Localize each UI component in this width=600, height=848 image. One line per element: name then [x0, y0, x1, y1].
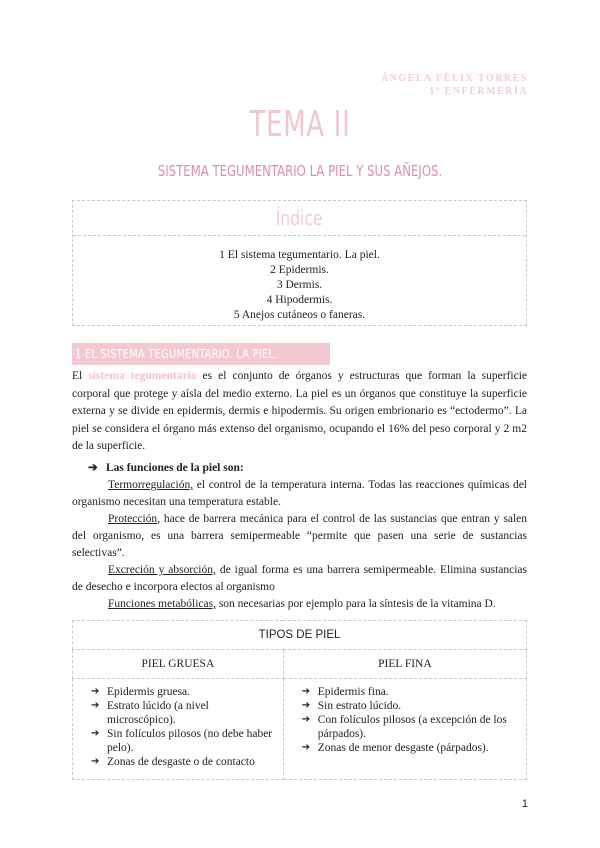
thin-skin-cell — [283, 679, 526, 780]
index-item: 5 Anejos cutáneos o faneras. — [233, 309, 366, 321]
thick-skin-list — [91, 685, 275, 769]
list-item: ➔ Epidermis gruesa. — [91, 685, 275, 699]
section-heading — [72, 343, 330, 365]
arrow-icon: ➔ — [88, 462, 98, 474]
list-item: ➔ Sin estrato lúcido. — [302, 699, 518, 713]
author-block — [381, 72, 528, 98]
function-item — [72, 511, 527, 562]
list-item: ➔ Sin folículos pilosos (no debe haber pelo). — [91, 727, 275, 755]
function-term: Protección — [108, 513, 158, 525]
function-text: , hace de barrera mecánica para el control de las sustancias que entran y salen del organismo, es una barrera semipermeable “permite que pasen una serie de sustancias selectivas”. — [72, 513, 527, 559]
function-item — [72, 477, 527, 511]
index-title-row — [73, 201, 526, 236]
index-box — [72, 200, 527, 326]
author-name: ÁNGELA FÉLIX TORRES — [380, 73, 528, 84]
index-item: 1 El sistema tegumentario. La piel. — [219, 249, 380, 261]
functions-heading-text: Las funciones de la piel son: — [106, 462, 244, 474]
page-number: 1 — [521, 798, 528, 810]
index-item: 4 Hipodermis. — [266, 294, 333, 306]
index-list — [73, 236, 526, 323]
author-course: 1º ENFERMERÍA — [429, 86, 528, 97]
page-title: TEMA II — [249, 104, 351, 145]
skin-types-title: TIPOS DE PIEL — [73, 621, 527, 650]
skin-types-table — [72, 620, 527, 780]
index-item: 2 Epidermis. — [270, 264, 329, 276]
list-item: ➔ Con folículos pilosos (a excepción de los párpados). — [302, 713, 518, 741]
index-title: Índice — [276, 206, 323, 230]
function-term: Funciones metabólicas, — [108, 598, 216, 610]
function-term: Termorregulación, — [108, 479, 194, 491]
intro-paragraph — [72, 368, 527, 456]
function-term: Excreción y absorción, — [108, 564, 216, 576]
thin-skin-header: PIEL FINA — [283, 650, 526, 679]
function-item — [72, 562, 527, 596]
list-item: ➔ Epidermis fina. — [302, 685, 518, 699]
function-text: el control de la temperatura interna. Todas las reacciones químicas del organismo necesitan una temperatura estable. — [72, 479, 527, 508]
thin-skin-list — [302, 685, 518, 755]
list-item: ➔ Zonas de menor desgaste (párpados). — [302, 741, 518, 755]
function-text: son necesarias por ejemplo para la síntesis de la vitamina D. — [215, 598, 496, 610]
function-item — [72, 596, 527, 613]
page-subtitle: SISTEMA TEGUMENTARIO LA PIEL Y SUS AÑEJOS. — [157, 162, 443, 180]
index-item: 3 Dermis. — [276, 279, 323, 291]
function-text: de igual forma es una barrera semipermeable. Elimina sustancias de desecho e incorpora electos al organismo — [72, 564, 527, 593]
list-item: ➔ Zonas de desgaste o de contacto — [91, 755, 275, 769]
intro-lead: El — [72, 370, 83, 382]
thick-skin-header: PIEL GRUESA — [73, 650, 284, 679]
list-item: ➔ Estrato lúcido (a nivel microscópico). — [91, 699, 275, 727]
intro-rest: es el conjunto de órganos y estructuras que forman la superficie corporal que protege y aísla del medio externo. La piel es un órganos que constituye la superficie externa y se divide en epidermis, dermis e hipodermis. Su origen embrionario es “ectodermo”. La piel se considera el órgano más extenso del organismo, ocupando el 16% del peso corporal y 2 m2 de la superficie. — [72, 370, 527, 452]
section-heading-text: 1 EL SISTEMA TEGUMENTARIO. LA PIEL. — [75, 347, 278, 361]
functions-heading — [72, 460, 527, 477]
functions-block — [72, 460, 527, 613]
intro-highlight: sistema tegumentario — [88, 370, 197, 382]
thick-skin-cell — [73, 679, 284, 780]
